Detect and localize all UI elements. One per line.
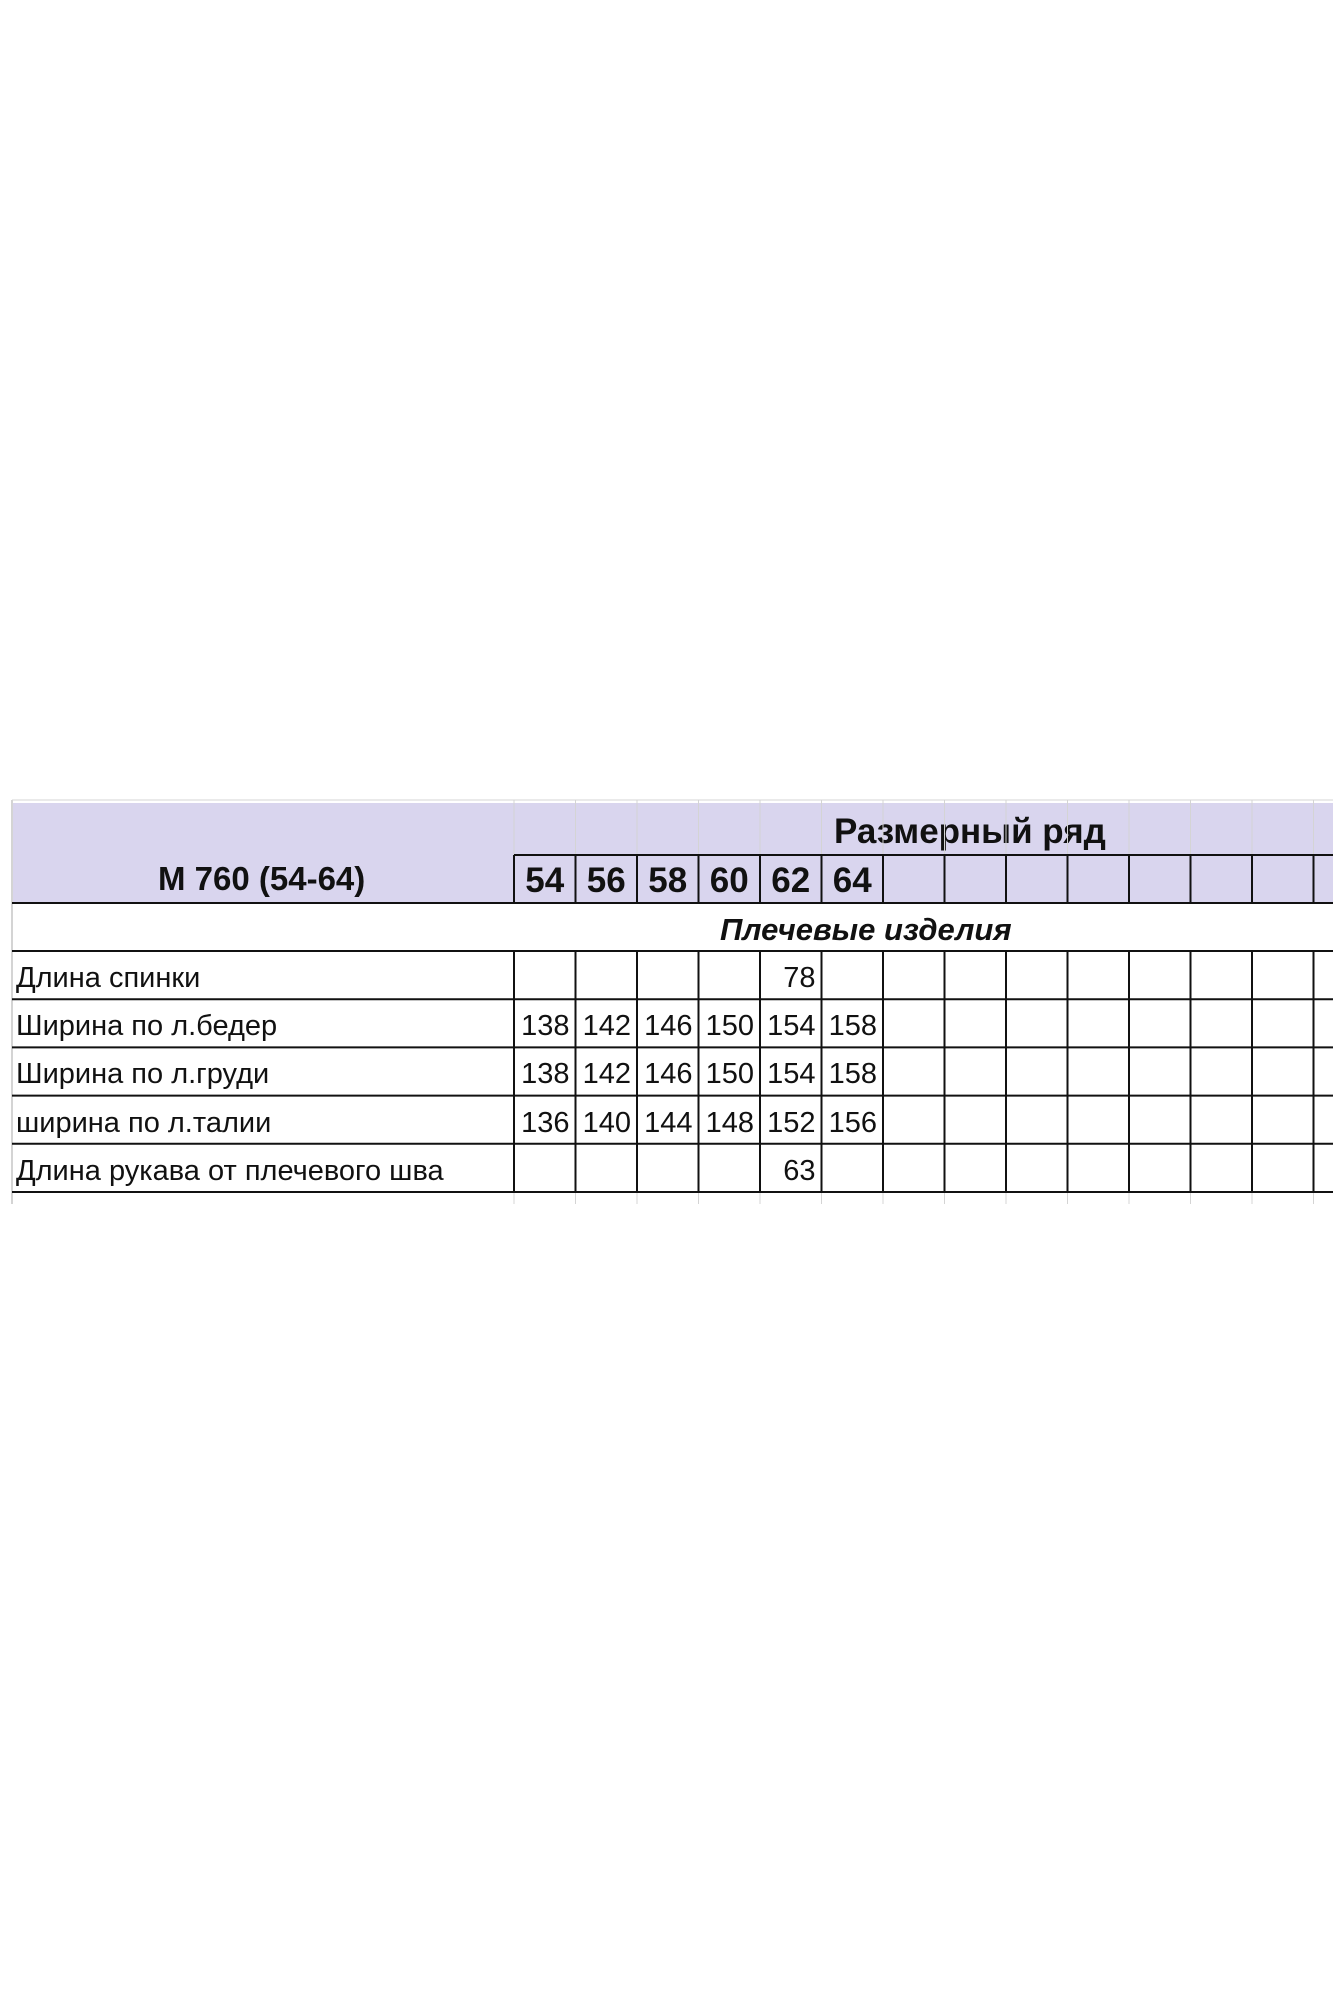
measurement-cell[interactable]: 146: [644, 1058, 693, 1091]
measurement-cell[interactable]: 146: [644, 1010, 693, 1043]
size-header-cell: 58: [648, 861, 688, 900]
row-label: ширина по л.талии: [16, 1106, 272, 1139]
row-label: Длина спинки: [16, 962, 201, 994]
size-header-cell: 62: [771, 861, 811, 900]
row-label: Ширина по л.груди: [16, 1058, 270, 1091]
measurement-cell[interactable]: 152: [767, 1106, 816, 1139]
row-label: Ширина по л.бедер: [16, 1010, 278, 1043]
size-header-cell: 54: [525, 861, 565, 900]
model-label: М 760 (54-64): [158, 860, 366, 897]
measurement-cell[interactable]: 148: [705, 1106, 754, 1139]
size-range-title: Размерный ряд: [834, 812, 1106, 851]
measurement-cell[interactable]: 154: [767, 1058, 816, 1091]
measurement-cell[interactable]: 142: [582, 1010, 631, 1043]
section-title: Плечевые изделия: [720, 912, 1012, 947]
measurement-cell[interactable]: 150: [705, 1010, 754, 1043]
measurement-cell[interactable]: 142: [582, 1058, 631, 1091]
measurement-cell[interactable]: 138: [521, 1058, 570, 1091]
size-header-cell: 64: [832, 861, 872, 900]
measurement-cell[interactable]: 63: [783, 1154, 816, 1187]
measurement-cell[interactable]: 78: [783, 962, 816, 994]
size-header-cell: 60: [709, 861, 749, 900]
measurement-cell[interactable]: 144: [644, 1106, 693, 1139]
size-header-cell: 56: [586, 861, 626, 900]
measurement-cell[interactable]: 156: [828, 1106, 877, 1139]
measurement-cell[interactable]: 158: [828, 1058, 877, 1091]
measurement-cell[interactable]: 158: [828, 1010, 877, 1043]
measurement-cell[interactable]: 154: [767, 1010, 816, 1043]
row-label: Длина рукава от плечевого шва: [16, 1154, 444, 1187]
measurement-cell[interactable]: 138: [521, 1010, 570, 1043]
measurement-cell[interactable]: 140: [582, 1106, 631, 1139]
measurement-cell[interactable]: 150: [705, 1058, 754, 1091]
measurement-cell[interactable]: 136: [521, 1106, 570, 1139]
